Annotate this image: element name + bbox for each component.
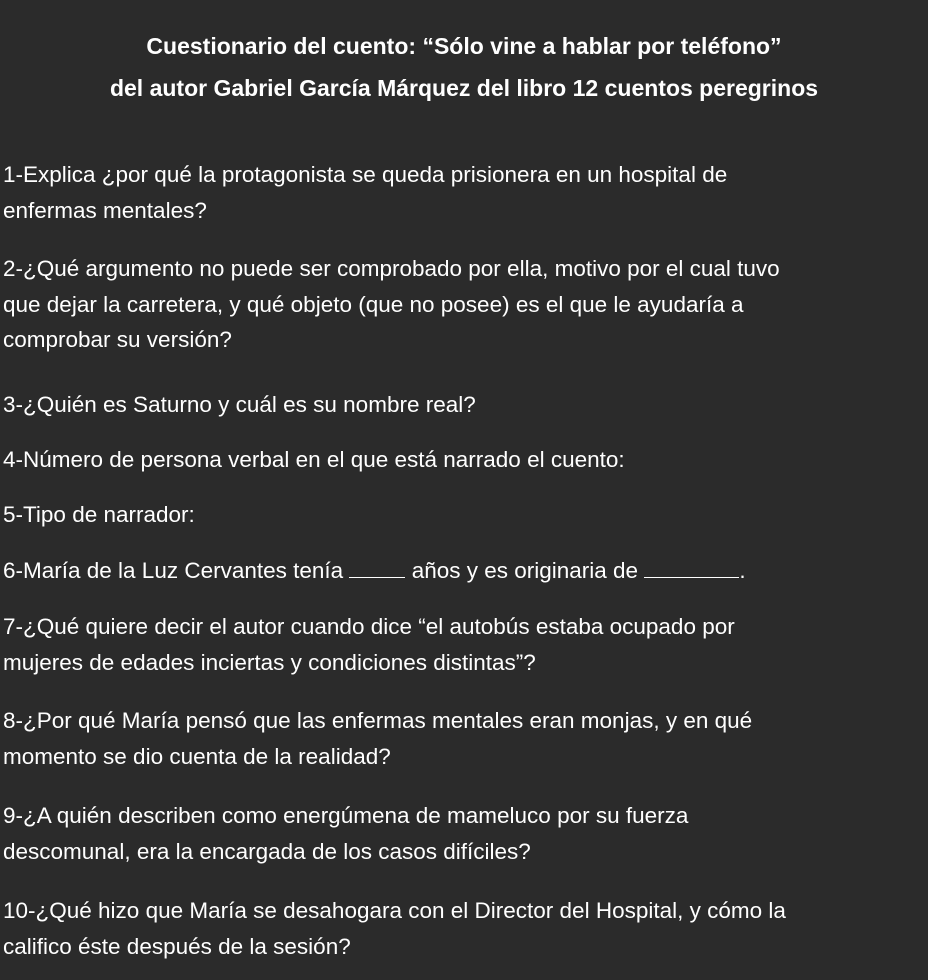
document-title: Cuestionario del cuento: “Sólo vine a hablar por teléfono” xyxy=(146,33,782,59)
question-7 xyxy=(3,609,918,680)
question-line: 7-¿Qué quiere decir el autor cuando dice “el autobús estaba ocupado por xyxy=(3,614,735,639)
question-line: califico éste después de la sesión? xyxy=(3,933,351,959)
question-line: que dejar la carretera, y qué objeto (que no posee) es el que le ayudaría a xyxy=(3,291,744,317)
question-line: comprobar su versión? xyxy=(3,327,232,352)
question-line: descomunal, era la encargada de los casos difíciles? xyxy=(3,838,531,864)
age-answer-blank xyxy=(349,555,405,578)
question-line: momento se dio cuenta de la realidad? xyxy=(3,743,391,769)
question-text-part: . xyxy=(739,558,746,583)
question-9 xyxy=(3,798,918,869)
question-line: mujeres de edades inciertas y condiciones distintas”? xyxy=(3,649,536,675)
question-4 xyxy=(3,442,918,478)
question-line: enfermas mentales? xyxy=(3,197,207,223)
origin-answer-blank xyxy=(644,555,739,578)
question-line xyxy=(3,553,918,589)
question-line: 5-Tipo de narrador: xyxy=(3,502,195,527)
question-line: 9-¿A quién describen como energúmena de mameluco por su fuerza xyxy=(3,803,689,828)
question-5 xyxy=(3,497,918,533)
question-10 xyxy=(3,893,918,964)
question-3 xyxy=(3,387,918,423)
question-line: 8-¿Por qué María pensó que las enfermas mentales eran monjas, y en qué xyxy=(3,708,753,733)
document-subtitle: del autor Gabriel García Márquez del libro 12 cuentos peregrinos xyxy=(109,75,819,101)
question-1 xyxy=(3,157,918,228)
question-6 xyxy=(3,553,918,589)
question-line: 1-Explica ¿por qué la protagonista se queda prisionera en un hospital de xyxy=(3,162,728,187)
question-text-part: 6-María de la Luz Cervantes tenía xyxy=(3,558,350,583)
question-8 xyxy=(3,703,918,774)
question-line: 2-¿Qué argumento no puede ser comprobado por ella, motivo por el cual tuvo xyxy=(3,256,780,281)
question-2 xyxy=(3,251,918,358)
question-line: 4-Número de persona verbal en el que está narrado el cuento: xyxy=(3,447,625,472)
question-line: 10-¿Qué hizo que María se desahogara con el Director del Hospital, y cómo la xyxy=(3,898,786,923)
question-line: 3-¿Quién es Saturno y cuál es su nombre real? xyxy=(3,392,476,417)
question-text-part: años y es originaria de xyxy=(405,558,645,583)
